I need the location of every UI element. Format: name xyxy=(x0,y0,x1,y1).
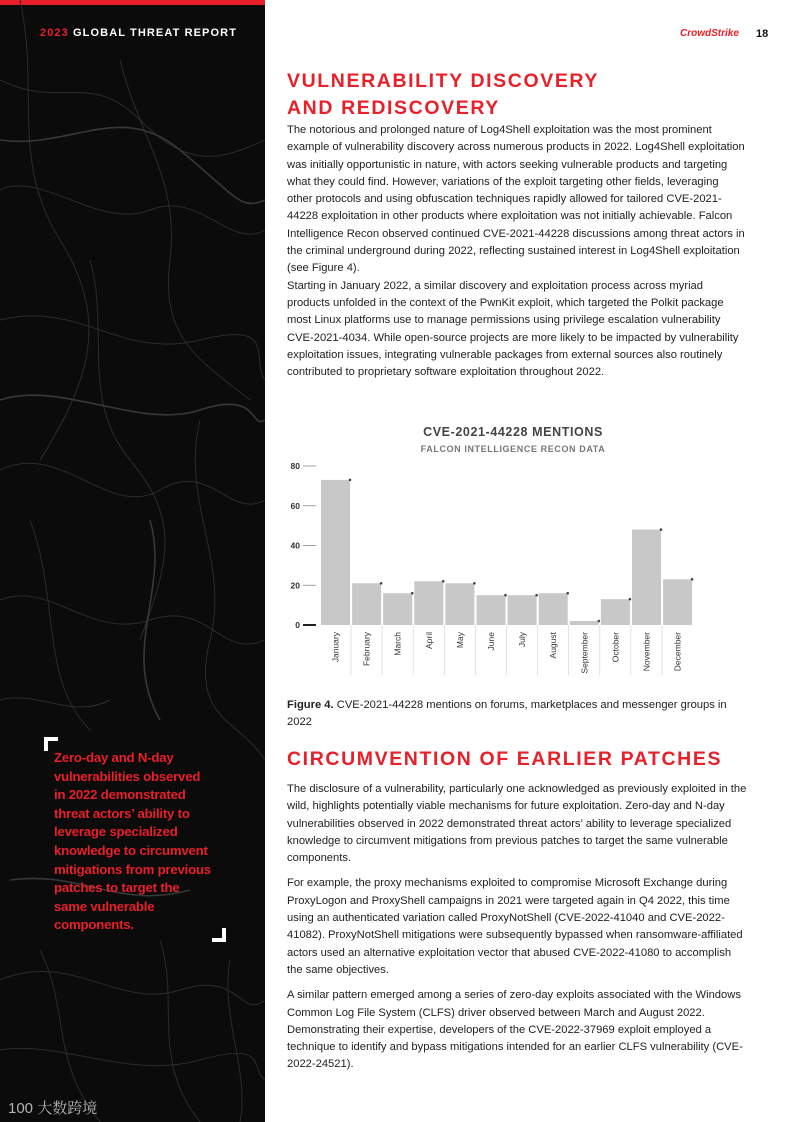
bar-march xyxy=(383,593,412,625)
paragraph: A similar pattern emerged among a series of zero-day exploits associated with the Windows Common Log File System (CLFS) driver observed between March and August 2022. Demonstrating their expertise, developers of the CVE-2022-37969 exploit employed a technique to identify and bypass mitigations intended for an earlier CLFS vulnerability (CVE-2022-24521). xyxy=(287,989,743,1071)
x-tick-label: May xyxy=(454,632,465,649)
bar-marker xyxy=(349,479,352,482)
paragraph: The disclosure of a vulnerability, particularly one acknowledged as previously exploited in the wild, highlights potentially viable mechanisms for future exploitation. Zero-day and N-day vulnerabilities observed in 2022 demonstrated threat actors’ ability to leverage specialized knowledge to circumvent mitigations from previous patches to target the same vulnerable components. xyxy=(287,783,747,865)
pull-quote: Zero-day and N-day vulnerabilities observed in 2022 demonstrated threat actors’ ability to leverage specialized knowledge to circumvent mitigations from previous patches to target the same vulnerable components. xyxy=(54,750,211,933)
section-heading: CIRCUMVENTION OF EARLIER PATCHES xyxy=(287,748,723,770)
quote-corner-close-icon xyxy=(212,928,226,942)
chart-title: CVE-2021-44228 MENTIONS xyxy=(423,425,603,439)
section-vulnerability-discovery xyxy=(287,68,747,381)
figure-label: Figure 4. xyxy=(287,699,334,711)
report-title xyxy=(40,27,237,39)
paragraph: For example, the proxy mechanisms exploited to compromise Microsoft Exchange during ProxyLogon and ProxyShell campaigns in 2021 were targeted again in Q4 2022, this time using an authenticated variation called ProxyNotShell (CVE-2022-41040 and CVE-2022-41082). ProxyNotShell mitigations were subsequently bypassed when ransomware-affiliated actors used an alternative exploitation vector that abused CVE-2022-41080 to accomplish the same objectives. xyxy=(287,877,743,976)
report-title-text: GLOBAL THREAT REPORT xyxy=(73,27,238,39)
bar-marker xyxy=(598,620,601,623)
bar-april xyxy=(414,581,443,625)
sidebar-panel xyxy=(0,0,265,1122)
bar-marker xyxy=(411,592,414,595)
brand-logo: CrowdStrike xyxy=(680,28,739,39)
y-tick-label: 40 xyxy=(290,540,300,551)
bar-marker xyxy=(535,594,538,597)
chart-subtitle: FALCON INTELLIGENCE RECON DATA xyxy=(420,444,606,454)
bar-marker xyxy=(629,598,632,601)
figure-text: CVE-2021-44228 mentions on forums, marketplaces and messenger groups in 2022 xyxy=(287,699,727,729)
x-tick-label: November xyxy=(641,632,652,672)
bar-may xyxy=(445,583,474,625)
y-tick-label: 80 xyxy=(290,461,300,471)
y-tick-label: 60 xyxy=(290,500,300,511)
bar-august xyxy=(539,593,568,625)
bar-marker xyxy=(380,582,383,585)
watermark-text: 大数跨境 xyxy=(37,1100,98,1117)
heading-line-1: VULNERABILITY DISCOVERY xyxy=(287,70,599,92)
x-tick-label: January xyxy=(330,632,341,663)
bar-october xyxy=(601,599,630,625)
x-tick-label: October xyxy=(610,632,621,663)
bar-marker xyxy=(442,580,445,583)
heading-line-2: AND REDISCOVERY xyxy=(287,97,500,119)
y-tick-label: 20 xyxy=(290,580,300,591)
bar-july xyxy=(508,595,537,625)
paragraph: Starting in January 2022, a similar discovery and exploitation process across myriad products unfolded in the context of the PwnKit exploit, which targeted the Polkit package most Linux platforms use to manage permissions using privilege escalation vulnerability CVE-2021-4034. While open-source projects are more likely to be impacted by vulnerability exploitation issues, integrating vulnerable packages from external sources also routinely contributed to proprietary software exploitation throughout 2022. xyxy=(287,279,739,379)
watermark-logo: 100 xyxy=(8,1100,34,1117)
x-tick-label: April xyxy=(423,632,434,650)
report-year: 2023 xyxy=(40,27,69,39)
y-tick-label: 0 xyxy=(295,620,300,630)
bar-january xyxy=(321,480,350,625)
bar-september xyxy=(570,621,599,625)
watermark xyxy=(8,1097,97,1118)
figure-caption xyxy=(287,697,727,732)
bar-chart-svg xyxy=(287,420,747,685)
page-number: 18 xyxy=(756,28,769,40)
x-tick-label: September xyxy=(579,632,590,674)
x-tick-label: June xyxy=(486,632,496,651)
paragraph: The notorious and prolonged nature of Log4Shell exploitation was the most prominent example of vulnerability discovery across numerous products in 2022. Log4Shell exploitation was initially opportunistic in nature, with actors seeking vulnerable products and targeting what they could find. However, variations of the exploit targeting other fields, leveraging other protocols and using obfuscation techniques rapidly allowed for tailored CVE-2021-44228 exploitation in other products where exploitation was not initially achievable. Falcon Intelligence Recon observed continued CVE-2021-44228 discussions among threat actors in the criminal underground during 2022, reflecting sustained interest in Log4Shell exploitation (see Figure 4). xyxy=(287,124,745,275)
bar-june xyxy=(477,595,506,625)
x-tick-label: July xyxy=(517,632,528,648)
cve-mentions-chart xyxy=(287,420,747,685)
bar-marker xyxy=(504,594,507,597)
bar-february xyxy=(352,583,381,625)
x-tick-label: December xyxy=(672,632,683,672)
bar-marker xyxy=(660,528,663,531)
bar-marker xyxy=(691,578,694,581)
section-circumvention xyxy=(287,746,747,1074)
x-tick-label: February xyxy=(361,632,372,667)
section-heading xyxy=(287,68,747,122)
x-tick-label: August xyxy=(548,632,559,659)
bar-marker xyxy=(566,592,569,595)
bar-marker xyxy=(473,582,476,585)
bar-december xyxy=(663,579,692,625)
x-tick-label: March xyxy=(392,632,403,656)
bar-november xyxy=(632,530,661,625)
map-texture-background xyxy=(0,0,265,1122)
